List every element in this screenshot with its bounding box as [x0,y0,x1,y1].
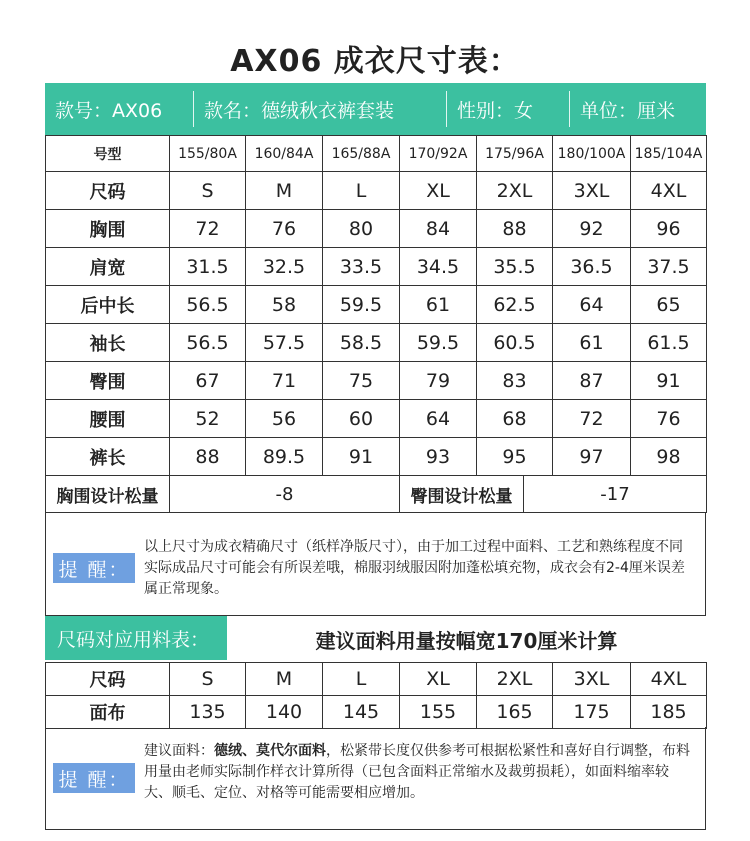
fabric-width-note: 建议面料用量按幅宽170厘米计算 [315,628,618,653]
table-cell: 33.5 [323,248,400,286]
table-cell: 52 [170,400,246,438]
table-cell: 61 [553,324,631,362]
table-cell: 61.5 [631,324,707,362]
size-cell: L [323,663,400,696]
table-cell: 75 [323,362,400,400]
row-label: 尺码 [46,172,170,210]
table-cell: 3XL [553,172,631,210]
hip-ease-label: 臀围设计松量 [400,476,524,513]
row-label: 腰围 [46,400,170,438]
table-cell: 56.5 [170,324,246,362]
table-row [46,136,707,172]
table-cell: 62.5 [477,286,553,324]
hip-ease-value: -17 [524,476,707,513]
row-label: 裤长 [46,438,170,476]
fabric-reminder-box [45,727,706,830]
reminder-tag: 提 醒： [53,763,135,793]
gender: 性别：女 [457,99,534,122]
table-row [46,248,707,286]
fabric-suggestion-materials: 德绒、莫代尔面料 [214,743,326,759]
table-cell: 79 [400,362,477,400]
table-cell: 2XL [477,172,553,210]
fabric-amount-cell: 175 [553,696,631,729]
table-row [46,663,707,696]
row-label: 面布 [46,696,170,729]
table-cell: 71 [246,362,323,400]
product-info-bar [45,83,706,135]
style-name: 款名：德绒秋衣裤套装 [204,99,395,122]
table-cell: 91 [631,362,707,400]
table-cell: 37.5 [631,248,707,286]
table-cell: 60 [323,400,400,438]
table-row [46,324,707,362]
table-cell: 59.5 [400,324,477,362]
table-cell: 56.5 [170,286,246,324]
fabric-amount-cell: 140 [246,696,323,729]
table-cell: 67 [170,362,246,400]
style-number: 款号：AX06 [55,99,163,122]
fabric-amount-cell: 165 [477,696,553,729]
row-label: 袖长 [46,324,170,362]
fabric-usage-table [45,662,707,729]
table-cell: 84 [400,210,477,248]
table-cell: 57.5 [246,324,323,362]
table-cell: 34.5 [400,248,477,286]
table-cell: 80 [323,210,400,248]
table-row [46,438,707,476]
table-cell: 88 [170,438,246,476]
table-cell: 68 [477,400,553,438]
model-cell: 185/104A [631,136,707,172]
table-cell: L [323,172,400,210]
row-label: 后中长 [46,286,170,324]
fabric-amount-cell: 185 [631,696,707,729]
table-cell: 61 [400,286,477,324]
reminder-box [45,512,706,616]
table-cell: 60.5 [477,324,553,362]
model-cell: 165/88A [323,136,400,172]
size-cell: S [170,663,246,696]
model-cell: 155/80A [170,136,246,172]
fabric-amount-cell: 145 [323,696,400,729]
fabric-header [45,616,706,662]
row-label: 尺码 [46,663,170,696]
table-cell: 98 [631,438,707,476]
table-cell: 58.5 [323,324,400,362]
table-cell: 32.5 [246,248,323,286]
table-cell: 89.5 [246,438,323,476]
fabric-suggestion-detail: ，松紧带长度仅供参考可根据松紧性和喜好自行调整，布料用量由老师实际制作样衣计算所得（已包含面料正常缩水及裁剪损耗），如面料缩率较大、顺毛、定位、对格等可能需要相应增加。 [144,743,690,801]
table-cell: 31.5 [170,248,246,286]
table-row [46,286,707,324]
model-cell: 160/84A [246,136,323,172]
model-cell: 180/100A [553,136,631,172]
size-cell: 3XL [553,663,631,696]
row-label: 臀围 [46,362,170,400]
table-cell: XL [400,172,477,210]
table-cell: 97 [553,438,631,476]
unit: 单位：厘米 [580,99,676,122]
fabric-amount-cell: 155 [400,696,477,729]
table-cell: 76 [246,210,323,248]
reminder-text: 以上尺寸为成衣精确尺寸（纸样净版尺寸），由于加工过程中面料、工艺和熟练程度不同实际成品尺寸可能会有所误差哦，棉服羽绒服因附加蓬松填充物，成衣会有2-4厘米误差属正常现象。 [144,539,685,597]
table-cell: 56 [246,400,323,438]
table-cell: M [246,172,323,210]
fabric-reminder-text [144,741,695,804]
table-cell: 35.5 [477,248,553,286]
model-cell: 175/96A [477,136,553,172]
table-row [46,696,707,729]
model-cell: 170/92A [400,136,477,172]
row-label: 肩宽 [46,248,170,286]
table-row [46,362,707,400]
table-cell: 91 [323,438,400,476]
fabric-amount-cell: 135 [170,696,246,729]
row-label: 号型 [46,136,170,172]
table-cell: 87 [553,362,631,400]
table-cell: 58 [246,286,323,324]
table-cell: 83 [477,362,553,400]
table-cell: 64 [400,400,477,438]
chest-ease-label: 胸围设计松量 [46,476,170,513]
table-cell: 65 [631,286,707,324]
table-cell: 95 [477,438,553,476]
reminder-tag: 提 醒： [53,553,135,583]
table-cell: 93 [400,438,477,476]
table-row [46,172,707,210]
table-cell: 4XL [631,172,707,210]
table-cell: 96 [631,210,707,248]
table-cell: 72 [170,210,246,248]
page-title: AX06 成衣尺寸表： [230,44,520,79]
row-label: 胸围 [46,210,170,248]
table-cell: 72 [553,400,631,438]
table-cell: 88 [477,210,553,248]
size-cell: M [246,663,323,696]
size-cell: 4XL [631,663,707,696]
table-cell: 64 [553,286,631,324]
fabric-suggestion-prefix: 建议面料： [144,743,214,759]
table-row [46,400,707,438]
size-cell: XL [400,663,477,696]
table-row [46,210,707,248]
table-cell: 92 [553,210,631,248]
table-cell: 76 [631,400,707,438]
table-cell: S [170,172,246,210]
table-cell: 59.5 [323,286,400,324]
chest-ease-value: -8 [170,476,400,513]
size-chart-table [45,135,707,476]
table-cell: 36.5 [553,248,631,286]
design-ease-table [45,475,707,513]
fabric-table-tag: 尺码对应用料表： [45,616,227,660]
size-cell: 2XL [477,663,553,696]
